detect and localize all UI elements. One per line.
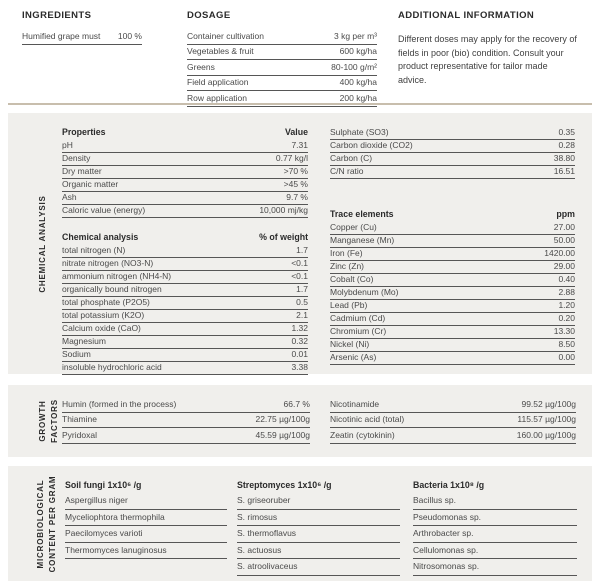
dosage-title: DOSAGE [187, 10, 231, 21]
chemical-right-column [330, 127, 575, 365]
row-label: Iron (Fe) [330, 248, 363, 258]
row-label: Chromium (Cr) [330, 326, 387, 336]
row-value: 1420.00 [544, 248, 575, 258]
list-item: Paecilomyces varioti [65, 526, 227, 543]
column-title: Streptomyces 1x10⁶ /g [237, 480, 332, 490]
row-label: Cadmium (Cd) [330, 313, 386, 323]
growth-right-table [330, 397, 576, 444]
row-value: 27.00 [553, 222, 575, 232]
table-row [62, 297, 308, 310]
row-value: 38.80 [553, 153, 575, 163]
row-value: >45 % [283, 179, 308, 189]
row-label: Humin (formed in the process) [62, 398, 177, 409]
list-item: Myceliophtora thermophila [65, 510, 227, 527]
row-label: Arsenic (As) [330, 352, 377, 362]
row-value: 1.20 [558, 300, 575, 310]
list-item: S. griseoruber [237, 493, 400, 510]
row-value: 0.35 [558, 127, 575, 137]
row-label: total nitrogen (N) [62, 245, 126, 255]
table-row [330, 339, 575, 352]
streptomyces-column [237, 480, 400, 576]
row-value: 100 % [117, 30, 142, 41]
row-value: 0.00 [558, 352, 575, 362]
row-label: C/N ratio [330, 166, 364, 176]
header-value: ppm [556, 209, 575, 219]
row-label: nitrate nitrogen (NO3-N) [62, 258, 154, 268]
row-value: 1.7 [296, 245, 308, 255]
additional-information-section [398, 10, 578, 87]
table-row [330, 235, 575, 248]
list-item: Thermomyces lanuginosus [65, 543, 227, 560]
ingredients-title: INGREDIENTS [22, 10, 92, 21]
chemical-analysis-panel [8, 113, 592, 374]
table-row [330, 153, 575, 166]
table-row [62, 397, 310, 413]
row-value: 9.7 % [286, 192, 308, 202]
table-row [330, 428, 576, 444]
table-header-row [62, 127, 308, 140]
row-value: 3.38 [291, 362, 308, 372]
table-row [62, 166, 308, 179]
row-label: Magnesium [62, 336, 106, 346]
additional-information-title: ADDITIONAL INFORMATION [398, 10, 535, 21]
table-row [330, 413, 576, 429]
row-label: total phosphate (P2O5) [62, 297, 150, 307]
table-row [330, 274, 575, 287]
table-row [62, 284, 308, 297]
table-row [62, 310, 308, 323]
list-item: Cellulomonas sp. [413, 543, 577, 560]
row-value: 22.75 µg/100g [255, 414, 310, 424]
table-row [330, 222, 575, 235]
table-row [330, 326, 575, 339]
table-row [330, 261, 575, 274]
list-item: S. rimosus [237, 510, 400, 527]
row-label: Carbon dioxide (CO2) [330, 140, 413, 150]
row-label: Nicotinamide [330, 398, 380, 409]
table-row [330, 287, 575, 300]
row-value: 0.20 [558, 313, 575, 323]
list-item: S. atroolivaceus [237, 559, 400, 576]
carbon-table [330, 127, 575, 179]
row-value: 0.28 [558, 140, 575, 150]
table-row [62, 336, 308, 349]
row-value: 600 kg/ha [339, 46, 377, 56]
row-label: Sulphate (SO3) [330, 127, 389, 137]
row-label: Calcium oxide (CaO) [62, 323, 141, 333]
table-row [62, 258, 308, 271]
row-label: Carbon (C) [330, 153, 373, 163]
row-label: ammonium nitrogen (NH4-N) [62, 271, 172, 281]
list-item: Arthrobacter sp. [413, 526, 577, 543]
row-value: 29.00 [553, 261, 575, 271]
table-row [62, 413, 310, 429]
table-row [62, 428, 310, 444]
bacteria-column [413, 480, 577, 576]
header-label: Trace elements [330, 209, 394, 219]
row-label: Caloric value (energy) [62, 205, 146, 215]
row-value: <0.1 [291, 271, 308, 281]
header-label: Chemical analysis [62, 232, 139, 242]
row-label: Cobalt (Co) [330, 274, 374, 284]
row-value: 0.5 [296, 297, 308, 307]
table-row [330, 166, 575, 179]
table-row [330, 140, 575, 153]
microbiological-vertical-label-line2: CONTENT PER GRAM [48, 475, 57, 572]
row-label: Dry matter [62, 166, 102, 176]
dosage-section [187, 10, 377, 107]
table-row [62, 153, 308, 166]
trace-elements-table [330, 209, 575, 365]
table-row [330, 352, 575, 365]
row-label: Manganese (Mn) [330, 235, 395, 245]
table-row [62, 205, 308, 218]
microbiological-content-panel [8, 466, 592, 581]
row-label: Nicotinic acid (total) [330, 414, 405, 424]
column-title: Bacteria 1x10⁸ /g [413, 480, 485, 490]
additional-information-text: Different doses may apply for the recovery of fields in poor (bio) condition. Consult your product representative for tailor made advice. [398, 34, 577, 85]
table-row [187, 76, 377, 92]
row-value: 50.00 [553, 235, 575, 245]
table-row [330, 300, 575, 313]
row-value: 16.51 [553, 166, 575, 176]
row-value: 0.01 [291, 349, 308, 359]
table-row [62, 245, 308, 258]
row-value: 0.32 [291, 336, 308, 346]
row-value: 2.1 [296, 310, 308, 320]
chemical-analysis-table [62, 232, 308, 375]
row-value: 45.59 µg/100g [255, 429, 310, 440]
header-value: Value [285, 127, 308, 137]
table-row [187, 29, 377, 45]
table-row [22, 29, 142, 45]
list-item: Aspergillus niger [65, 493, 227, 510]
row-label: Organic matter [62, 179, 119, 189]
row-label: organically bound nitrogen [62, 284, 162, 294]
soil-fungi-column [65, 480, 227, 559]
row-label: Humified grape must [22, 30, 101, 41]
table-row [62, 323, 308, 336]
table-row [330, 313, 575, 326]
microbiological-vertical-label-line1: MICROBIOLOGICAL [36, 479, 45, 568]
row-label: Zeatin (cytokinin) [330, 429, 395, 440]
row-label: Field application [187, 77, 249, 87]
row-value: >70 % [283, 166, 308, 176]
table-header-row [62, 232, 308, 245]
list-item: Bacillus sp. [413, 493, 577, 510]
table-row [187, 45, 377, 61]
list-item: S. actuosus [237, 543, 400, 560]
row-value: 400 kg/ha [339, 77, 377, 87]
row-label: Lead (Pb) [330, 300, 368, 310]
properties-table [62, 127, 308, 218]
table-row [330, 127, 575, 140]
row-label: Copper (Cu) [330, 222, 377, 232]
row-label: Sodium [62, 349, 91, 359]
row-label: Row application [187, 92, 248, 103]
row-value: 1.7 [296, 284, 308, 294]
row-label: Ash [62, 192, 77, 202]
row-value: 8.50 [558, 339, 575, 349]
table-row [62, 349, 308, 362]
row-label: insoluble hydrochloric acid [62, 362, 162, 372]
table-header-row [330, 209, 575, 222]
table-row [330, 397, 576, 413]
row-value: 160.00 µg/100g [516, 429, 576, 440]
row-value: 10,000 mj/kg [259, 205, 308, 215]
list-item: S. thermoflavus [237, 526, 400, 543]
row-label: total potassium (K2O) [62, 310, 145, 320]
row-value: 13.30 [553, 326, 575, 336]
table-row [62, 179, 308, 192]
row-value: 66.7 % [283, 398, 310, 409]
horizontal-divider [8, 103, 592, 105]
ingredients-section [22, 10, 142, 45]
table-row [187, 60, 377, 76]
row-label: Vegetables & fruit [187, 46, 254, 56]
growth-factors-panel [8, 385, 592, 457]
table-row [62, 140, 308, 153]
row-value: 115.57 µg/100g [517, 414, 576, 424]
row-value: 1.32 [291, 323, 308, 333]
header-label: Properties [62, 127, 106, 137]
row-label: Thiamine [62, 414, 97, 424]
chemical-analysis-vertical-label: CHEMICAL ANALYSIS [38, 194, 47, 293]
row-value: 3 kg per m³ [334, 30, 377, 41]
header-value: % of weight [259, 232, 308, 242]
row-value: 99.52 µg/100g [521, 398, 576, 409]
row-label: Greens [187, 61, 215, 72]
list-item: Nitrosomonas sp. [413, 559, 577, 576]
table-row [62, 271, 308, 284]
row-value: 7.31 [291, 140, 308, 150]
row-value: 200 kg/ha [339, 92, 377, 103]
growth-factors-vertical-label-line2: FACTORS [50, 399, 59, 443]
row-value: <0.1 [291, 258, 308, 268]
list-item: Pseudomonas sp. [413, 510, 577, 527]
table-row [330, 248, 575, 261]
growth-left-table [62, 397, 310, 444]
row-label: pH [62, 140, 73, 150]
row-value: 80-100 g/m² [331, 61, 377, 72]
row-value: 2.88 [558, 287, 575, 297]
row-value: 0.77 kg/l [275, 153, 308, 163]
row-label: Container cultivation [187, 30, 265, 41]
row-label: Molybdenum (Mo) [330, 287, 399, 297]
row-label: Nickel (Ni) [330, 339, 370, 349]
row-label: Density [62, 153, 91, 163]
row-label: Zinc (Zn) [330, 261, 364, 271]
column-title: Soil fungi 1x10⁶ /g [65, 480, 142, 490]
table-row [62, 362, 308, 375]
chemical-left-column [62, 127, 308, 375]
row-value: 0.40 [558, 274, 575, 284]
row-label: Pyridoxal [62, 429, 97, 440]
table-row [62, 192, 308, 205]
growth-factors-vertical-label-line1: GROWTH [38, 400, 47, 442]
